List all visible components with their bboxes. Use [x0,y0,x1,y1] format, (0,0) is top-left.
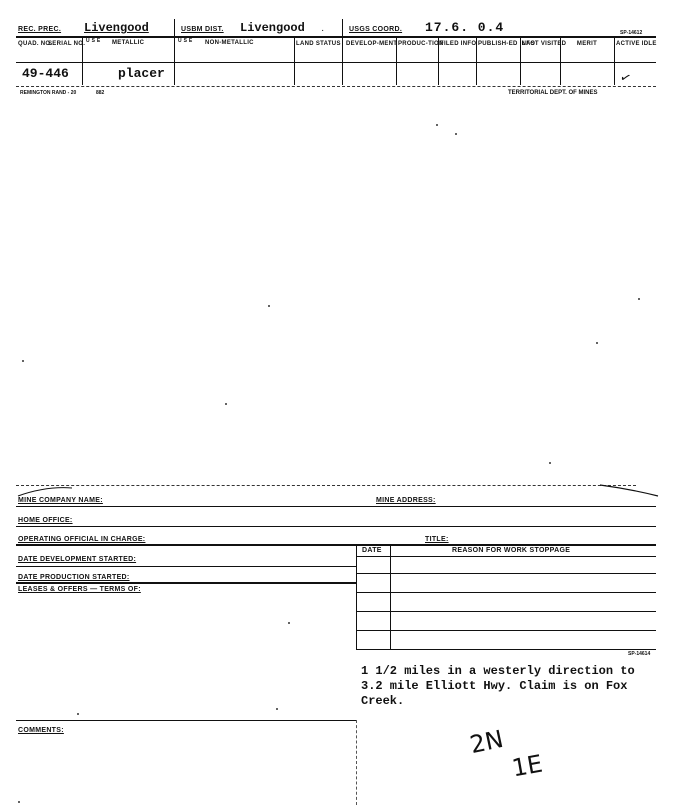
location-notes: 1 1/2 miles in a westerly direction to 3.2 mile Elliott Hwy. Claim is on Fox Creek. [361,664,635,708]
form-number-2: SP-14614 [628,651,651,657]
handwritten-range: 1E [509,749,545,783]
serial-no-col: SERIAL NO. [48,41,86,47]
published-info-col: PUBLISH-ED INFO [478,41,536,47]
usbm-dist-value: Livengood [240,21,305,35]
rec-prec-label: REC. PREC. [18,26,62,33]
use-col-2: U S E [178,38,193,44]
mine-company-label: MINE COMPANY NAME: [18,497,103,504]
title-label: TITLE: [425,536,449,543]
pen-mark: · [321,25,325,36]
rec-prec-value: Livengood [84,21,149,35]
handwritten-township: 2N [467,724,506,760]
quad-no-col: QUAD. NO. [18,41,53,47]
last-visited-col: LAST VISITED [522,41,567,47]
dept-name: TERRITORIAL DEPT. OF MINES [508,90,598,96]
quad-serial-value: 49-446 [22,66,69,81]
active-idle-col: ACTIVE IDLE [616,41,657,47]
date-col-label: DATE [362,547,382,554]
mine-address-label: MINE ADDRESS: [376,497,436,504]
usbm-dist-label: USBM DIST. [181,26,224,33]
filed-info-col: FILED INFO [440,41,477,47]
print-credit: REMINGTON RAND - 20 [20,90,77,96]
development-col: DEVELOP-MENT [346,41,398,47]
torn-edge [600,484,660,498]
usgs-coord-value: 17.6. 0.4 [425,20,505,35]
non-metallic-col: NON-METALLIC [205,40,254,46]
date-production-label: DATE PRODUCTION STARTED: [18,574,130,581]
home-office-label: HOME OFFICE: [18,517,73,524]
active-idle-mark: ✓ [617,68,634,87]
print-code: 882 [96,90,105,96]
land-status-col: LAND STATUS [296,41,341,47]
comments-label: COMMENTS: [18,727,64,734]
metallic-col: METALLIC [112,40,145,46]
leases-offers-label: LEASES & OFFERS — TERMS OF: [18,586,141,593]
metallic-value: placer [118,66,165,81]
reason-col-label: REASON FOR WORK STOPPAGE [452,547,571,554]
use-col-1: U S E [86,38,101,44]
usgs-coord-label: USGS COORD. [349,26,403,33]
merit-col: MERIT [576,41,598,47]
form-number: SP-14612 [620,30,643,36]
production-col: PRODUC-TION [398,41,444,47]
date-development-label: DATE DEVELOPMENT STARTED: [18,556,137,563]
operating-official-label: OPERATING OFFICIAL IN CHARGE: [18,536,146,543]
